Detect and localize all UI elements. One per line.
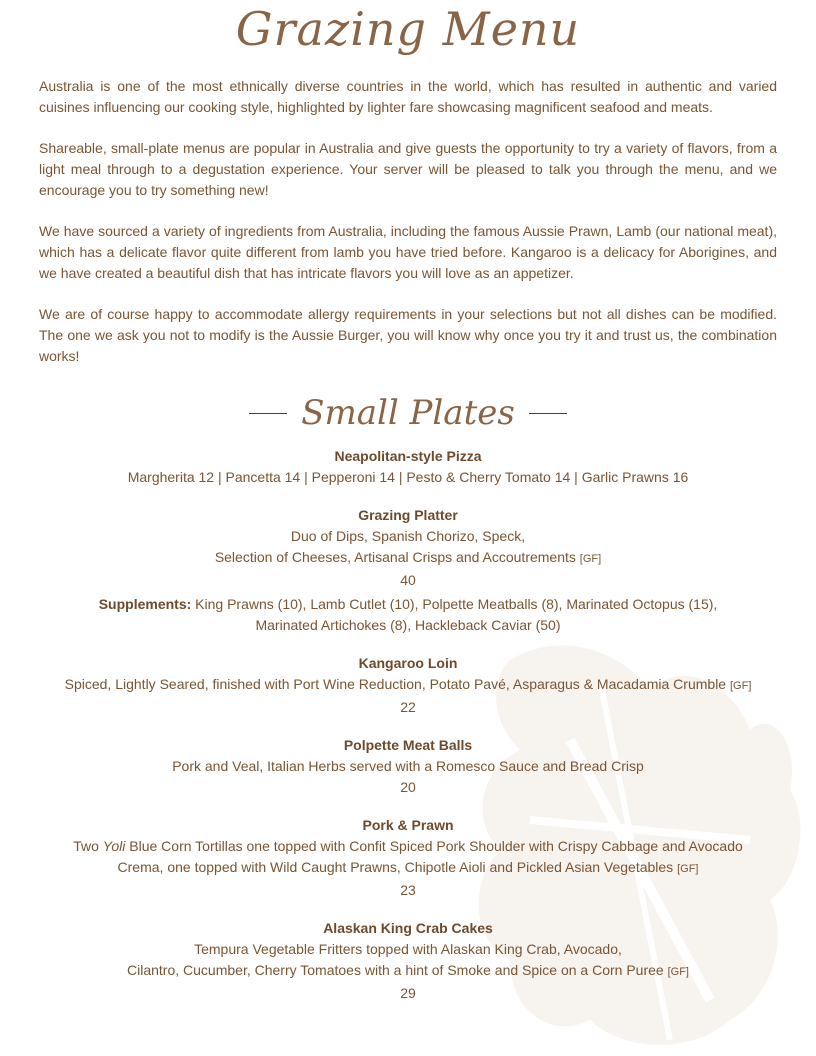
item-description-text: Crema, one topped with Wild Caught Prawns, Chipotle Aioli and Pickled Asian Vegetables xyxy=(117,859,674,875)
divider-right xyxy=(529,413,567,414)
item-name: Alaskan King Crab Cakes xyxy=(323,920,493,936)
intro-paragraph: We are of course happy to accommodate allergy requirements in your selections but not all dishes can be modified. The one we ask you not to modify is the Aussie Burger, you will know why once you try it and trust us, the combination works! xyxy=(39,306,777,364)
menu-item-grazing-platter xyxy=(20,505,796,591)
item-price: 23 xyxy=(400,882,416,898)
gluten-free-tag: [GF] xyxy=(667,966,689,978)
menu-items xyxy=(20,446,796,1021)
supplements-list: King Prawns (10), Lamb Cutlet (10), Polpette Meatballs (8), Marinated Octopus (15), xyxy=(195,596,718,612)
intro-paragraph: Australia is one of the most ethnically diverse countries in the world, which has resulted in authentic and varied cuisines influencing our cooking style, highlighted by lighter fare showcasing magnificent seafood and meats. xyxy=(39,78,777,115)
intro-paragraph: We have sourced a variety of ingredients from Australia, including the famous Aussie Prawn, Lamb (our national meat), which has a delicate flavor quite different from lamb you have tried before. Kangaroo is a delicacy for Aborigines, and we have created a beautiful dish that has intricate flavors you will love as an appetizer. xyxy=(39,223,777,281)
item-name: Neapolitan-style Pizza xyxy=(334,448,482,464)
item-description: Tempura Vegetable Fritters topped with Alaskan King Crab, Avocado, xyxy=(194,941,622,957)
brand-name: Yoli xyxy=(102,838,126,854)
item-description xyxy=(20,547,796,570)
menu-item-pork-prawn xyxy=(20,815,796,901)
gluten-free-tag: [GF] xyxy=(579,553,602,565)
item-price: 22 xyxy=(400,699,416,715)
item-description-text: Two xyxy=(73,838,99,854)
item-price: 29 xyxy=(400,985,416,1001)
section-header xyxy=(0,388,816,438)
supplements-list: Marinated Artichokes (8), Hackleback Caviar (50) xyxy=(255,617,561,633)
menu-item-crab-cakes xyxy=(20,918,796,1004)
item-description-text: Cilantro, Cucumber, Cherry Tomatoes with a hint of Smoke and Spice on a Corn Puree xyxy=(127,962,664,978)
item-description xyxy=(20,857,796,880)
item-name: Polpette Meat Balls xyxy=(343,737,473,753)
item-description-text: Spiced, Lightly Seared, finished with Port Wine Reduction, Potato Pavé, Asparagus & Macadamia Crumble xyxy=(64,676,727,692)
item-description: Pork and Veal, Italian Herbs served with a Romesco Sauce and Bread Crisp xyxy=(172,758,644,774)
divider-left xyxy=(249,413,287,414)
item-name: Pork & Prawn xyxy=(362,817,454,833)
item-price: 40 xyxy=(400,572,416,588)
intro-text xyxy=(39,76,777,387)
item-description-text: Blue Corn Tortillas one topped with Confit Spiced Pork Shoulder with Crispy Cabbage and Avocado xyxy=(129,838,743,854)
intro-paragraph: Shareable, small-plate menus are popular in Australia and give guests the opportunity to try a variety of flavors, from a light meal through to a degustation experience. Your server will be pleased to talk you through the menu, and we encourage you to try something new! xyxy=(39,140,777,198)
gluten-free-tag: [GF] xyxy=(729,680,752,692)
item-description xyxy=(20,960,796,983)
supplements xyxy=(20,594,796,636)
gluten-free-tag: [GF] xyxy=(677,863,699,875)
menu-item-pizza xyxy=(20,446,796,488)
item-description: Margherita 12 | Pancetta 14 | Pepperoni 14 | Pesto & Cherry Tomato 14 | Garlic Prawns 16 xyxy=(127,469,689,485)
item-price: 20 xyxy=(400,779,416,795)
menu-item-polpette xyxy=(20,735,796,798)
item-name: Grazing Platter xyxy=(358,507,458,523)
item-name: Kangaroo Loin xyxy=(358,655,458,671)
menu-title: Grazing Menu xyxy=(235,2,581,56)
menu-item-kangaroo-loin xyxy=(20,653,796,718)
item-description xyxy=(20,836,796,857)
item-description-text: Selection of Cheeses, Artisanal Crisps and Accoutrements xyxy=(214,549,576,565)
section-title: Small Plates xyxy=(301,393,515,433)
item-description xyxy=(20,674,796,697)
supplements-label: Supplements: xyxy=(98,596,192,612)
item-description: Duo of Dips, Spanish Chorizo, Speck, xyxy=(290,528,526,544)
